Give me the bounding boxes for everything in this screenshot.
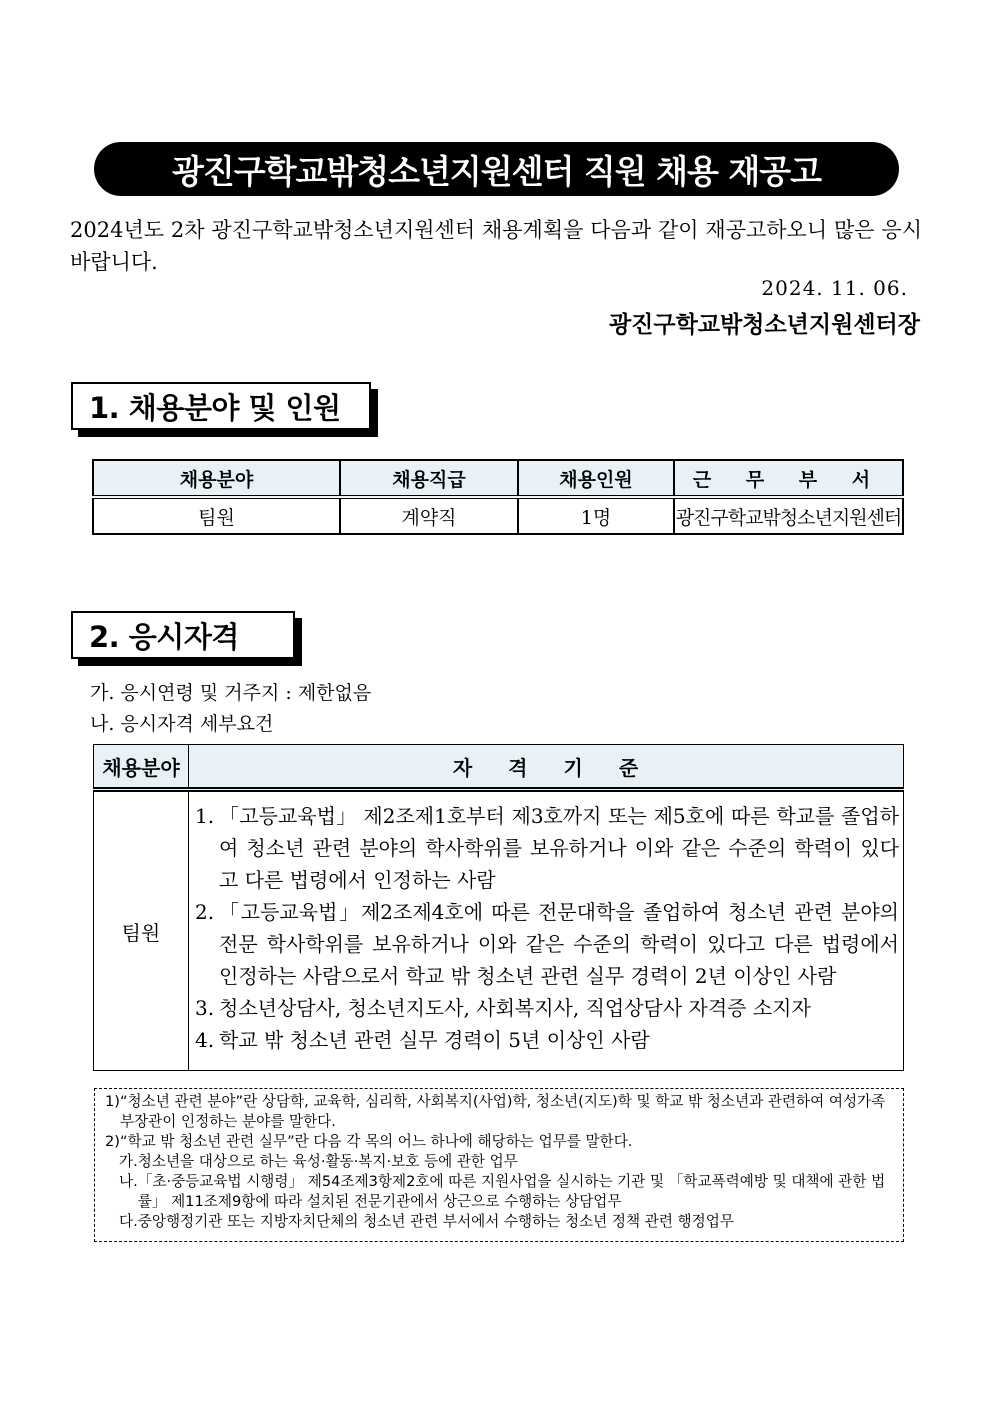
cell-field: 팀원 — [93, 497, 340, 534]
criteria-number: 3. — [195, 996, 215, 1020]
section1-heading: 1. 채용분야 및 인원 — [89, 390, 341, 425]
cell-category: 팀원 — [94, 790, 189, 1071]
cell-department: 광진구학교밖청소년지원센터 — [674, 497, 903, 534]
footnote — [105, 1132, 895, 1152]
section2-heading-box — [71, 611, 295, 659]
detailed-requirements-item: 나. 응시자격 세부요건 — [90, 713, 274, 735]
col-header-category: 채용분야 — [94, 745, 189, 790]
footnote-label: 가. — [119, 1153, 138, 1170]
table-row — [93, 497, 903, 534]
criteria-text: 청소년상담사, 청소년지도사, 사회복지사, 직업상담사 자격증 소지자 — [219, 996, 811, 1020]
footnote-label: 다. — [119, 1213, 138, 1230]
col-header-rank: 채용직급 — [340, 460, 518, 497]
footnote-text: 「초·중등교육법 시행령」 제54조제3항제2호에 따른 지원사업을 실시하는 기관 및 「학교폭력예방 및 대책에 관한 법률」 제11조제9항에 따라 설치된 전문기관에서 상근으로 수행하는 상담업무 — [137, 1173, 886, 1210]
cell-rank: 계약직 — [340, 497, 518, 534]
issuer-name: 광진구학교밖청소년지원센터장 — [608, 311, 920, 338]
criteria-text: 학교 밖 청소년 관련 실무 경력이 5년 이상인 사람 — [219, 1028, 650, 1052]
qualification-table — [93, 744, 904, 1071]
list-item — [195, 992, 899, 1024]
col-header-field: 채용분야 — [93, 460, 340, 497]
page-title: 광진구학교밖청소년지원센터 직원 채용 재공고 — [171, 151, 822, 191]
footnote-label: 1) — [105, 1093, 120, 1110]
list-item — [195, 896, 899, 992]
footnote-label: 2) — [105, 1133, 120, 1150]
criteria-text: 「고등교육법」제2조제4호에 따른 전문대학을 졸업하여 청소년 관련 분야의 전문 학사학위를 보유하거나 이와 같은 수준의 학력이 있다고 다른 법령에서 인정하는 사람으로서 학교 밖 청소년 관련 실무 경력이 2년 이상인 사람 — [219, 900, 899, 988]
cell-criteria — [189, 790, 904, 1071]
col-header-criteria: 자격기준 — [189, 745, 904, 790]
footnote-subitem — [105, 1212, 895, 1232]
footnote-text: 중앙행정기관 또는 지방자치단체의 청소년 관련 부서에서 수행하는 청소년 정책 관련 행정업무 — [137, 1213, 734, 1230]
age-residence-item: 가. 응시연령 및 거주지 : 제한없음 — [90, 682, 372, 704]
section2-heading: 2. 응시자격 — [89, 619, 239, 654]
footnote-text: 청소년을 대상으로 하는 육성·활동·복지·보호 등에 관한 업무 — [137, 1153, 518, 1170]
cell-count: 1명 — [518, 497, 674, 534]
criteria-number: 2. — [195, 900, 215, 924]
criteria-text: 「고등교육법」 제2조제1호부터 제3호까지 또는 제5호에 따른 학교를 졸업하여 청소년 관련 분야의 학사학위를 보유하거나 이와 같은 수준의 학력이 있다고 다른 법령에서 인정하는 사람 — [219, 804, 899, 892]
footnote-subitem — [105, 1152, 895, 1172]
footnotes-box — [94, 1088, 904, 1242]
criteria-number: 4. — [195, 1028, 215, 1052]
intro-text: 2024년도 2차 광진구학교밖청소년지원센터 채용계획을 다음과 같이 재공고하오니 많은 응시 바랍니다. — [70, 218, 922, 274]
footnote-text: “청소년 관련 분야”란 상담학, 교육학, 심리학, 사회복지(사업)학, 청소년(지도)학 및 학교 밖 청소년과 관련하여 여성가족부장관이 인정하는 분야를 말한다. — [119, 1093, 886, 1130]
criteria-number: 1. — [195, 804, 215, 828]
footnote-subitem — [105, 1172, 895, 1212]
title-banner — [94, 142, 899, 196]
announcement-date: 2024. 11. 06. — [761, 276, 908, 300]
list-item — [195, 1024, 899, 1056]
list-item — [195, 800, 899, 896]
col-header-count: 채용인원 — [518, 460, 674, 497]
footnote-label: 나. — [119, 1173, 138, 1190]
table-row — [94, 790, 904, 1071]
recruitment-table — [92, 459, 904, 535]
section1-heading-box — [71, 382, 371, 430]
footnote — [105, 1092, 895, 1132]
footnote-text: “학교 밖 청소년 관련 실무”란 다음 각 목의 어느 하나에 해당하는 업무를 말한다. — [119, 1133, 633, 1150]
col-header-department: 근 무 부 서 — [674, 460, 903, 497]
